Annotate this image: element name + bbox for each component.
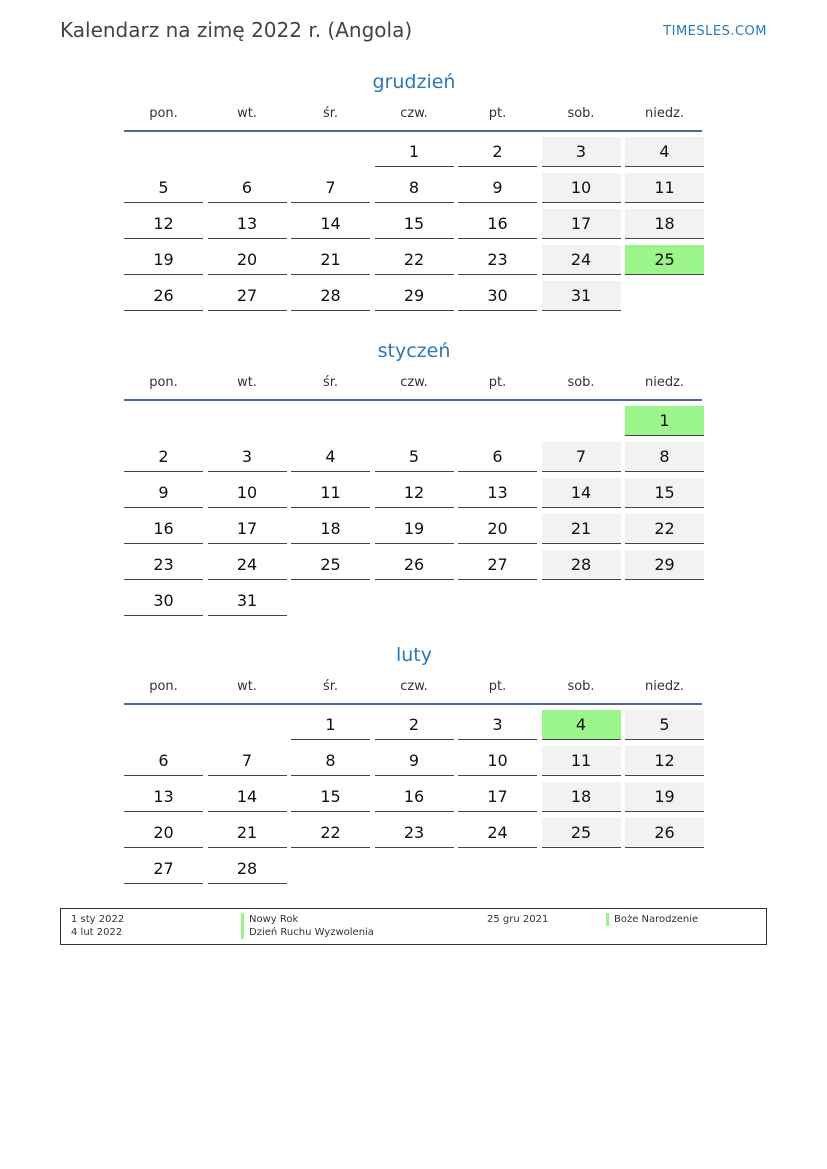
day-cell: 29 <box>625 550 704 580</box>
day-cell: 14 <box>208 782 287 812</box>
day-cell: 24 <box>208 550 287 580</box>
day-cell: 19 <box>124 245 203 275</box>
day-cell: 7 <box>291 173 370 203</box>
day-cell: 16 <box>124 514 203 544</box>
day-cell: 4 <box>625 137 704 167</box>
day-cell: 30 <box>458 281 537 311</box>
day-cell: 13 <box>458 478 537 508</box>
weekday-label: sob. <box>567 375 595 390</box>
weekday-label: pon. <box>149 679 178 694</box>
holiday-day-cell: 25 <box>625 245 704 275</box>
day-cell: 2 <box>458 137 537 167</box>
day-cell: 23 <box>124 550 203 580</box>
day-cell: 25 <box>542 818 621 848</box>
day-cell: 7 <box>542 442 621 472</box>
day-grid <box>124 406 702 616</box>
weekday-label: wt. <box>237 375 257 390</box>
weekday-label: pt. <box>488 106 507 121</box>
day-cell: 15 <box>625 478 704 508</box>
day-cell: 4 <box>291 442 370 472</box>
day-cell: 3 <box>208 442 287 472</box>
day-cell: 5 <box>124 173 203 203</box>
day-cell: 17 <box>458 782 537 812</box>
day-cell: 1 <box>291 710 370 740</box>
day-cell: 26 <box>625 818 704 848</box>
day-cell: 17 <box>208 514 287 544</box>
day-cell: 8 <box>291 746 370 776</box>
day-cell: 27 <box>208 281 287 311</box>
day-cell: 19 <box>375 514 454 544</box>
weekday-header-row <box>124 675 702 705</box>
day-cell: 24 <box>542 245 621 275</box>
holiday-legend <box>60 908 767 945</box>
empty-cell <box>208 137 287 166</box>
holiday-day-cell: 4 <box>542 710 621 740</box>
day-cell: 21 <box>542 514 621 544</box>
day-grid <box>124 710 702 884</box>
weekday-label: czw. <box>400 679 428 694</box>
day-cell: 6 <box>208 173 287 203</box>
day-cell: 17 <box>542 209 621 239</box>
weekday-header-row <box>124 371 702 401</box>
legend-holiday-name: Dzień Ruchu Wyzwolenia <box>241 926 374 939</box>
legend-date: 25 gru 2021 <box>487 914 549 925</box>
month-name: grudzień <box>372 71 456 93</box>
day-cell: 20 <box>208 245 287 275</box>
day-cell: 9 <box>458 173 537 203</box>
weekday-label: niedz. <box>644 375 685 390</box>
empty-cell <box>291 406 370 435</box>
weekday-label: śr. <box>322 679 339 694</box>
day-cell: 19 <box>625 782 704 812</box>
day-cell: 12 <box>625 746 704 776</box>
weekday-label: czw. <box>400 375 428 390</box>
day-cell: 21 <box>291 245 370 275</box>
day-cell: 11 <box>625 173 704 203</box>
page-title: Kalendarz na zimę 2022 r. (Angola) <box>60 18 413 42</box>
weekday-label: śr. <box>322 106 339 121</box>
empty-cell <box>124 137 203 166</box>
day-cell: 13 <box>124 782 203 812</box>
day-cell: 5 <box>375 442 454 472</box>
day-cell: 26 <box>375 550 454 580</box>
empty-cell <box>458 406 537 435</box>
day-cell: 9 <box>124 478 203 508</box>
day-cell: 8 <box>375 173 454 203</box>
day-cell: 15 <box>375 209 454 239</box>
day-cell: 18 <box>625 209 704 239</box>
empty-cell <box>291 137 370 166</box>
empty-cell <box>124 710 203 739</box>
brand-logo-text[interactable]: TIMESLES.COM <box>663 24 767 39</box>
day-cell: 16 <box>375 782 454 812</box>
day-cell: 27 <box>124 854 203 884</box>
day-cell: 22 <box>375 245 454 275</box>
day-cell: 21 <box>208 818 287 848</box>
day-cell: 13 <box>208 209 287 239</box>
day-cell: 28 <box>291 281 370 311</box>
day-cell: 22 <box>625 514 704 544</box>
day-cell: 31 <box>542 281 621 311</box>
day-cell: 14 <box>291 209 370 239</box>
weekday-label: pon. <box>149 106 178 121</box>
day-cell: 29 <box>375 281 454 311</box>
day-cell: 14 <box>542 478 621 508</box>
day-cell: 30 <box>124 586 203 616</box>
day-cell: 22 <box>291 818 370 848</box>
day-cell: 18 <box>542 782 621 812</box>
day-cell: 23 <box>375 818 454 848</box>
day-cell: 31 <box>208 586 287 616</box>
month-january <box>124 337 704 616</box>
day-cell: 2 <box>124 442 203 472</box>
day-cell: 12 <box>375 478 454 508</box>
weekday-label: pt. <box>488 679 507 694</box>
weekday-header-row <box>124 102 702 132</box>
day-cell: 11 <box>291 478 370 508</box>
weekday-label: pon. <box>149 375 178 390</box>
weekday-label: niedz. <box>644 679 685 694</box>
month-name: luty <box>395 644 432 666</box>
day-cell: 28 <box>542 550 621 580</box>
day-cell: 6 <box>458 442 537 472</box>
day-cell: 10 <box>542 173 621 203</box>
holiday-day-cell: 1 <box>625 406 704 436</box>
empty-cell <box>208 710 287 739</box>
day-cell: 28 <box>208 854 287 884</box>
day-cell: 24 <box>458 818 537 848</box>
day-cell: 8 <box>625 442 704 472</box>
day-cell: 18 <box>291 514 370 544</box>
day-cell: 11 <box>542 746 621 776</box>
weekday-label: niedz. <box>644 106 685 121</box>
legend-date: 1 sty 2022 <box>71 914 125 925</box>
day-cell: 3 <box>542 137 621 167</box>
day-grid <box>124 137 702 311</box>
weekday-label: śr. <box>322 375 339 390</box>
month-name: styczeń <box>377 340 451 362</box>
day-cell: 26 <box>124 281 203 311</box>
empty-cell <box>208 406 287 435</box>
weekday-label: czw. <box>400 106 428 121</box>
empty-cell <box>542 406 621 435</box>
empty-cell <box>375 406 454 435</box>
legend-date: 4 lut 2022 <box>71 927 123 938</box>
day-cell: 23 <box>458 245 537 275</box>
day-cell: 15 <box>291 782 370 812</box>
day-cell: 10 <box>208 478 287 508</box>
day-cell: 27 <box>458 550 537 580</box>
weekday-label: pt. <box>488 375 507 390</box>
day-cell: 20 <box>458 514 537 544</box>
month-february <box>124 641 704 884</box>
day-cell: 1 <box>375 137 454 167</box>
day-cell: 5 <box>625 710 704 740</box>
legend-holiday-name: Nowy Rok <box>241 913 298 926</box>
weekday-label: sob. <box>567 106 595 121</box>
day-cell: 20 <box>124 818 203 848</box>
day-cell: 9 <box>375 746 454 776</box>
day-cell: 2 <box>375 710 454 740</box>
day-cell: 10 <box>458 746 537 776</box>
month-december <box>124 68 704 311</box>
day-cell: 16 <box>458 209 537 239</box>
day-cell: 3 <box>458 710 537 740</box>
weekday-label: wt. <box>237 106 257 121</box>
day-cell: 6 <box>124 746 203 776</box>
weekday-label: sob. <box>567 679 595 694</box>
empty-cell <box>124 406 203 435</box>
weekday-label: wt. <box>237 679 257 694</box>
day-cell: 25 <box>291 550 370 580</box>
day-cell: 7 <box>208 746 287 776</box>
day-cell: 12 <box>124 209 203 239</box>
legend-holiday-name: Boże Narodzenie <box>606 913 698 926</box>
